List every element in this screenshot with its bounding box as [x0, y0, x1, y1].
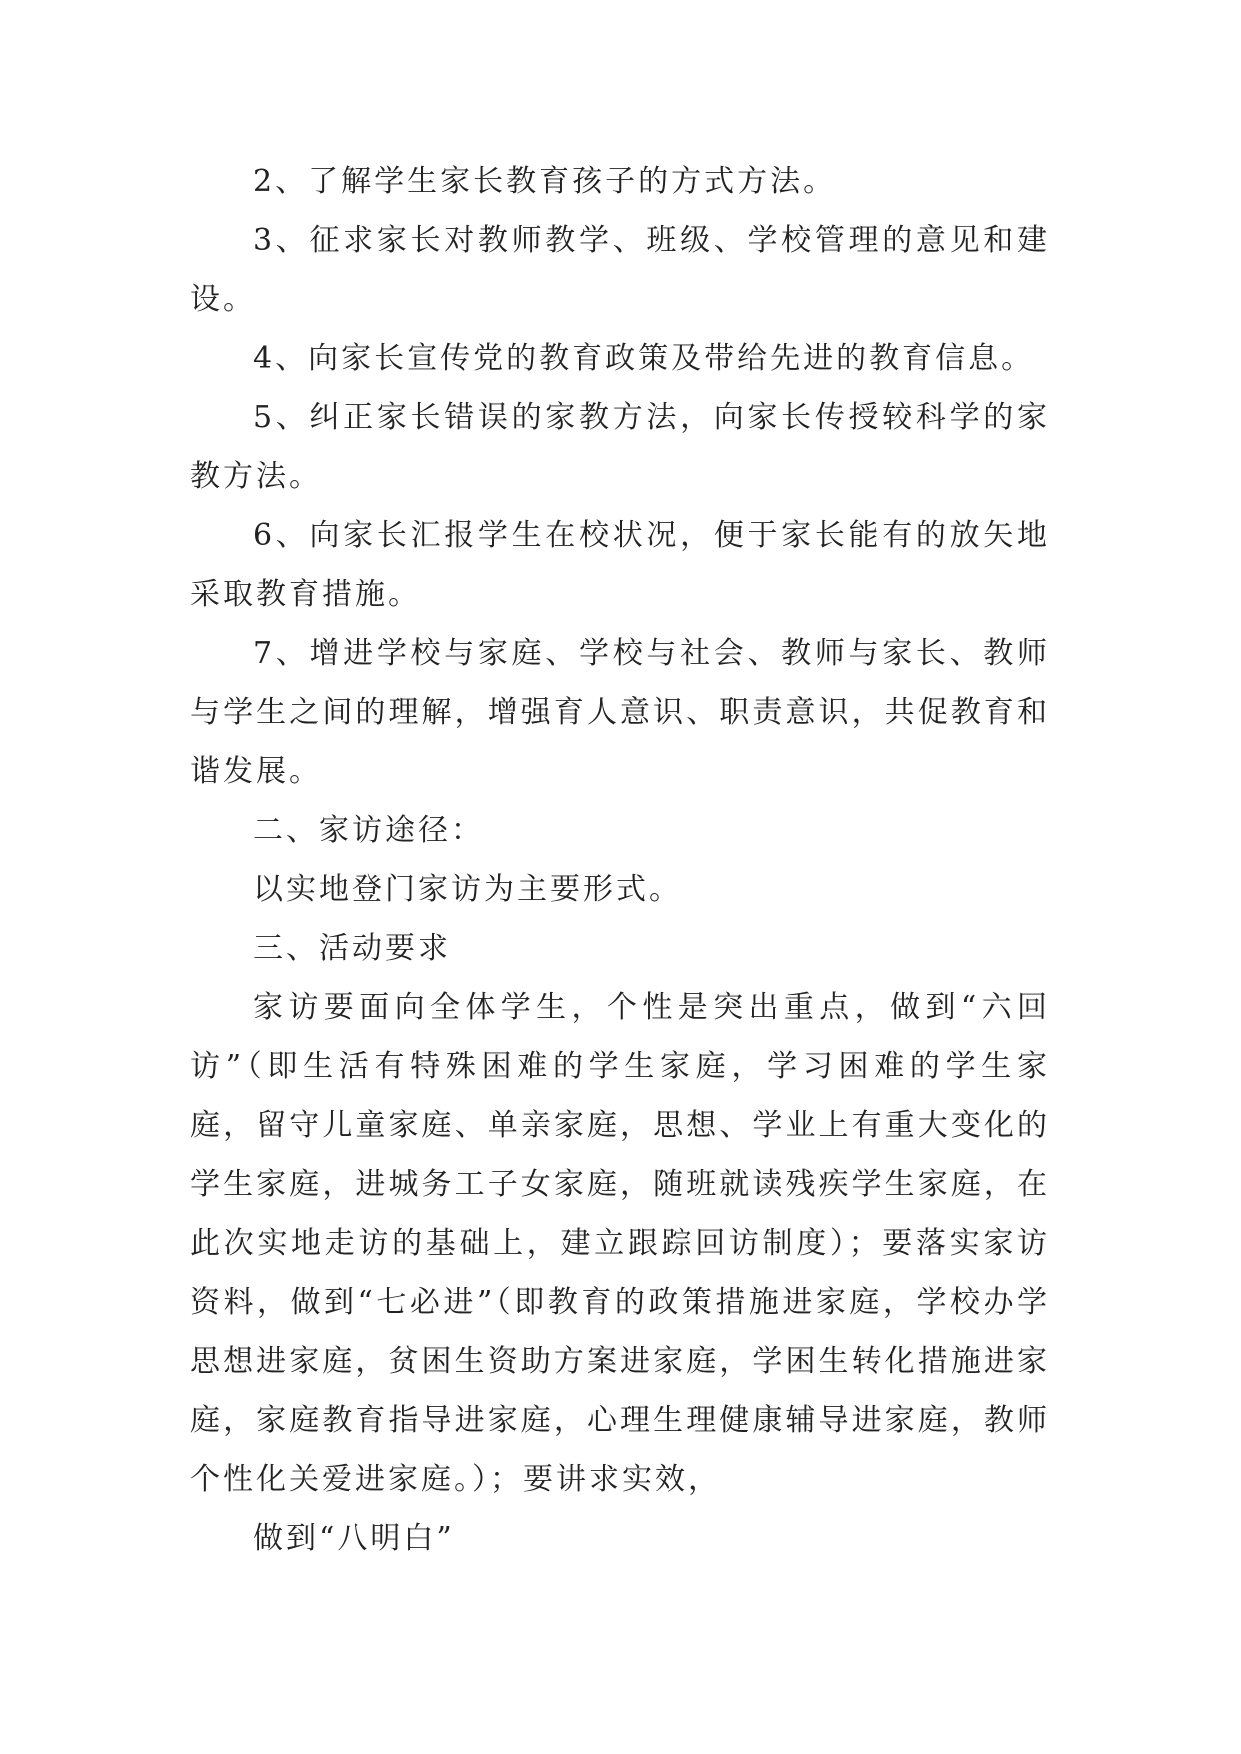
- paragraph-item-4: 4、向家长宣传党的教育政策及带给先进的教育信息。: [253, 341, 1035, 376]
- paragraph-item-3: 3、征求家长对教师教学、班级、学校管理的意见和建设。: [190, 223, 1050, 317]
- paragraph-eight-understandings: 做到“八明白”: [253, 1521, 455, 1556]
- paragraph-item-5: 5、纠正家长错误的家教方法，向家长传授较科学的家教方法。: [190, 400, 1050, 494]
- paragraph-item-2: 2、了解学生家长教育孩子的方式方法。: [253, 164, 837, 199]
- section-heading-activity-requirements: 三、活动要求: [253, 931, 451, 966]
- paragraph-item-6: 6、向家长汇报学生在校状况，便于家长能有的放矢地采取教育措施。: [190, 518, 1050, 612]
- paragraph-activity-requirements: 家访要面向全体学生，个性是突出重点，做到“六回访”（即生活有特殊困难的学生家庭，学习困难的学生家庭，留守儿童家庭、单亲家庭，思想、学业上有重大变化的学生家庭，进城务工子女家庭，随班就读残疾学生家庭，在此次实地走访的基础上，建立跟踪回访制度）；要落实家访资料，做到“七必进”（即教育的政策措施进家庭，学校办学思想进家庭，贫困生资助方案进家庭，学困生转化措施进家庭，家庭教育指导进家庭，心理生理健康辅导进家庭，教师个性化关爱进家庭。）；要讲求实效，: [190, 990, 1050, 1497]
- paragraph-item-7: 7、增进学校与家庭、学校与社会、教师与家长、教师与学生之间的理解，增强育人意识、职责意识，共促教育和谐发展。: [190, 636, 1050, 789]
- document-body: [190, 152, 1050, 1568]
- paragraph-visit-channels: 以实地登门家访为主要形式。: [253, 872, 682, 907]
- section-heading-visit-channels: 二、家访途径：: [253, 813, 484, 848]
